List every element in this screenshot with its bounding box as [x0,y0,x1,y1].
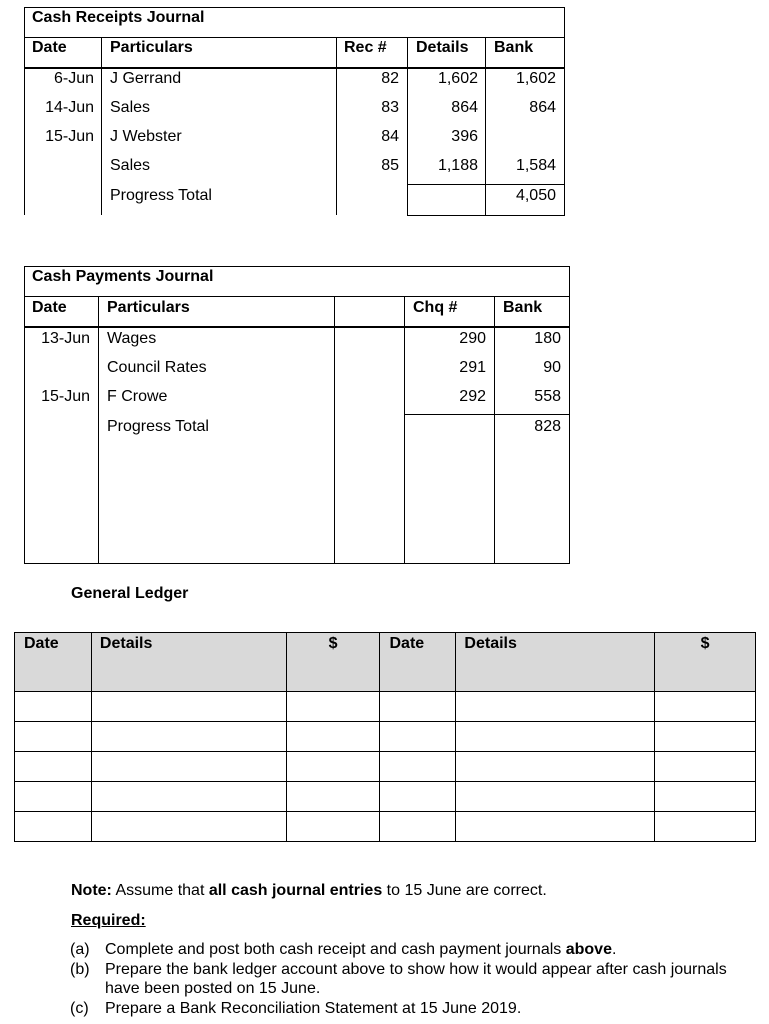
ledger-title: General Ledger [71,585,189,602]
required-item: (b) Prepare the bank ledger account above to show how it would appear after cash journals have been posted on 15 June. [70,961,727,997]
receipts-row-details: 1,188 [437,157,478,174]
receipts-row-rec: 82 [381,70,399,87]
payments-row-date: 15-Jun [41,388,90,405]
receipts-total-bank: 4,050 [515,187,556,204]
payments-row-bank: 90 [543,359,561,376]
receipts-row-bank: 1,602 [515,70,556,87]
payments-row-bank: 180 [534,330,561,347]
ledger-row [15,812,756,842]
payments-header-particulars: Particulars [107,299,190,316]
payments-header-chq: Chq # [413,299,458,316]
ledger-header-amount: $ [286,633,380,692]
receipts-row-rec: 85 [381,157,399,174]
receipts-header-row [24,37,565,68]
note-text-end: to 15 June are correct. [382,882,547,899]
payments-total-label: Progress Total [107,418,209,435]
ledger-header-row [15,633,756,692]
receipts-row-date: 15-Jun [45,128,94,145]
note [71,881,547,901]
note-prefix: Note: [71,882,112,899]
note-text: Assume that [111,882,209,899]
ledger-row [15,752,756,782]
receipts-header-bank: Bank [494,39,534,56]
receipts-title: Cash Receipts Journal [32,9,205,26]
receipts-row-details: 864 [451,99,478,116]
required-item-label: (b) [70,961,90,978]
general-ledger-table [14,632,756,842]
ledger-row [15,782,756,812]
ledger-row [15,722,756,752]
receipts-total-label: Progress Total [110,187,212,204]
required-list [70,940,730,1018]
payments-row-chq: 291 [459,359,486,376]
required-item-label: (c) [70,1000,89,1017]
receipts-row-bank: 1,584 [515,157,556,174]
required-item: (a) Complete and post both cash receipt and cash payment journals above. [70,941,617,958]
ledger-header-amount: $ [655,633,756,692]
receipts-row-date: 6-Jun [53,70,94,87]
payments-row-date: 13-Jun [41,330,90,347]
ledger-header-details: Details [91,633,286,692]
payments-row-bank: 558 [534,388,561,405]
payments-row-chq: 292 [459,388,486,405]
receipts-row-rec: 83 [381,99,399,116]
receipts-row-date: 14-Jun [45,99,94,116]
payments-row-particulars: Council Rates [107,359,207,376]
ledger-header-details: Details [456,633,655,692]
payments-row-particulars: F Crowe [107,388,168,405]
receipts-row-details: 1,602 [437,70,478,87]
payments-title: Cash Payments Journal [32,268,214,285]
payments-row-particulars: Wages [107,330,157,347]
receipts-header-date: Date [32,39,67,56]
receipts-header-details: Details [416,39,469,56]
payments-outer-box [24,266,570,564]
ledger-header-date: Date [15,633,92,692]
receipts-row-particulars: J Gerrand [110,70,182,87]
receipts-row-bank: 864 [529,99,556,116]
required-item-label: (a) [70,941,90,958]
ledger-header-date: Date [380,633,456,692]
required-item: (c) Prepare a Bank Reconciliation Statement at 15 June 2019. [70,1000,522,1017]
receipts-row-particulars: J Webster [110,128,182,145]
receipts-row-rec: 84 [381,128,399,145]
payments-header-date: Date [32,299,67,316]
receipts-row-particulars: Sales [110,157,151,174]
receipts-row-particulars: Sales [110,99,151,116]
receipts-row-details: 396 [451,128,478,145]
payments-total-bank: 828 [534,418,561,435]
receipts-header-particulars: Particulars [110,39,193,56]
payments-row-chq: 290 [459,330,486,347]
required-title: Required: [71,912,146,929]
note-bold: all cash journal entries [208,882,383,899]
payments-header-bank: Bank [503,299,543,316]
ledger-row [15,692,756,722]
receipts-header-rec: Rec # [344,39,387,56]
